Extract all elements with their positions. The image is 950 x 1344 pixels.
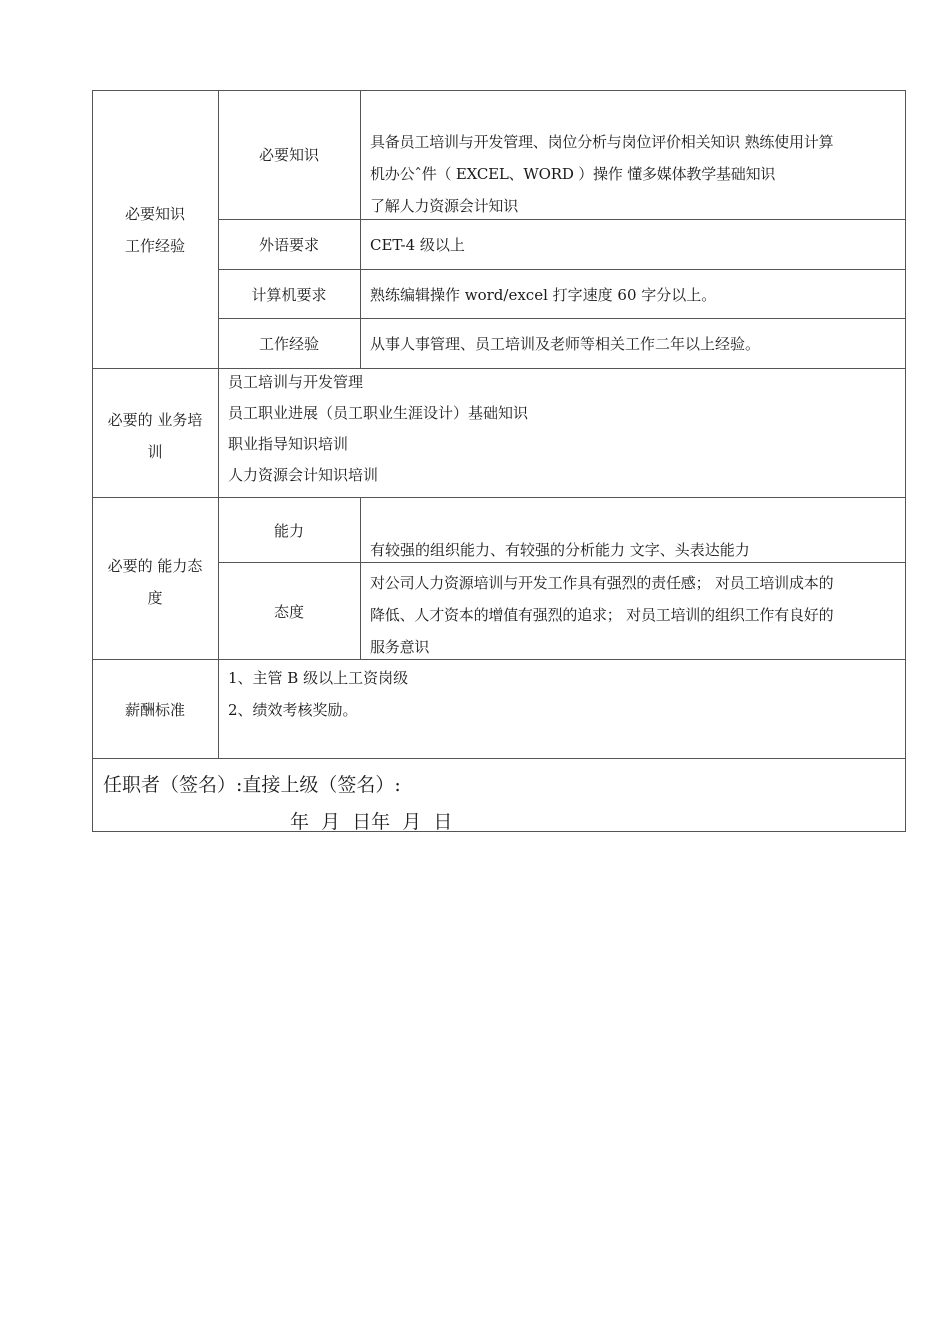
row-value-attitude: [370, 567, 906, 663]
row-value-required-knowledge: [370, 126, 906, 222]
divider: [218, 269, 906, 270]
list-item: 员工职业进展（员工职业生涯设计）基础知识: [228, 404, 529, 422]
row-value-foreign-language: CET-4 级以上: [370, 236, 465, 254]
row-label-attitude: 态度: [273, 603, 304, 621]
row-value-computer-skills: 熟练编辑操作 word/excel 打字速度 60 字分以上。: [370, 286, 717, 304]
list-item: 职业指导知识培训: [228, 435, 349, 453]
text-line: 对公司人力资源培训与开发工作具有强烈的责任感； 对员工培训成本的: [370, 574, 834, 592]
divider: [360, 497, 361, 660]
section-label-line: 度: [147, 589, 163, 607]
row-label-foreign-language: 外语要求: [258, 236, 319, 254]
row-value-ability: 有较强的组织能力、有较强的分析能力 文字、头表达能力: [370, 541, 750, 559]
divider: [218, 90, 219, 759]
section-label-line: 训: [147, 443, 163, 461]
divider: [218, 318, 906, 319]
section-label-salary: 薪酬标准: [124, 701, 185, 719]
row-value-work-experience: 从事人事管理、员工培训及老师等相关工作二年以上经验。: [370, 335, 761, 353]
row-label-ability: 能力: [273, 522, 304, 540]
text-line: 具备员工培训与开发管理、岗位分析与岗位评价相关知识 熟练使用计算: [370, 133, 834, 151]
section-label-ability-attitude: [92, 550, 218, 614]
row-label-work-experience: 工作经验: [258, 335, 319, 353]
section-label-line: 工作经验: [124, 237, 185, 255]
list-item: 员工培训与开发管理: [228, 373, 364, 391]
list-item: 人力资源会计知识培训: [228, 466, 379, 484]
section-label-line: 必要的 能力态: [107, 557, 203, 575]
text-line: 了解人力资源会计知识: [370, 197, 519, 215]
divider: [92, 497, 906, 498]
text-line: 服务意识: [370, 638, 430, 656]
signature-line: 任职者（签名）:直接上级（签名）:: [103, 774, 401, 796]
row-label-required-knowledge: 必要知识: [258, 146, 319, 164]
text-line: 降低、人才资本的增值有强烈的追求； 对员工培训的组织工作有良好的: [370, 606, 834, 624]
list-item: 2、绩效考核奖励。: [228, 701, 358, 719]
signature-date-line: 年 月 日年 月 日: [290, 811, 453, 833]
salary-list: [228, 662, 408, 726]
section-label-training: [92, 404, 218, 468]
text-line: 机办公ˆ件（ EXCEL、WORD ）操作 懂多媒体教学基础知识: [370, 165, 776, 183]
section-label-knowledge: [92, 198, 218, 262]
training-list: [228, 367, 898, 491]
row-label-computer-skills: 计算机要求: [251, 286, 327, 304]
divider: [92, 758, 906, 759]
section-label-line: 必要的 业务培: [107, 411, 203, 429]
section-label-line: 必要知识: [124, 205, 185, 223]
list-item: 1、主管 B 级以上工资岗级: [228, 669, 409, 687]
divider: [360, 90, 361, 369]
